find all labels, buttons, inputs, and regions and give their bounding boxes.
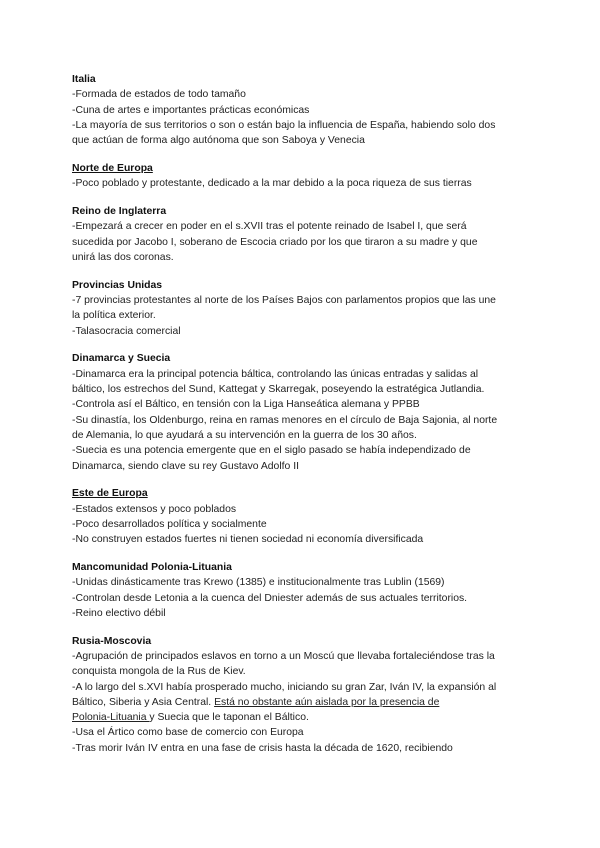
section-line: -Reino electivo débil: [72, 607, 166, 619]
section-heading: Rusia-Moscovia: [72, 635, 152, 647]
plain-text: Báltico, Siberia y Asia Central.: [72, 696, 215, 708]
section-line: -Controla así el Báltico, en tensión con la Liga Hanseática alemana y PPBB: [72, 399, 420, 411]
section: [72, 278, 532, 339]
section-line: que actúan de forma algo autónoma que son Saboya y Venecia: [72, 135, 365, 147]
section: [72, 351, 532, 473]
section-line: unirá las dos coronas.: [72, 251, 174, 263]
section-line: -Poco desarrollados política y socialmente: [72, 518, 267, 530]
section-line: -Dinamarca era la principal potencia báltica, controlando las únicas entradas y salidas al: [72, 368, 479, 380]
section-heading: Dinamarca y Suecia: [72, 353, 171, 365]
underlined-text: Está no obstante aún aislada por la presencia de: [214, 696, 440, 708]
section-line: -Unidas dinásticamente tras Krewo (1385) e institucionalmente tras Lublin (1569): [72, 577, 445, 589]
section-heading: Provincias Unidas: [72, 279, 163, 291]
section-heading: Reino de Inglaterra: [72, 206, 167, 218]
section-rusia-moscovia: [72, 634, 532, 756]
section-line: [72, 710, 532, 725]
section-line: conquista mongola de la Rus de Kiev.: [72, 666, 246, 678]
section-line: -Empezará a crecer en poder en el s.XVII tras el potente reinado de Isabel I, que será: [72, 221, 467, 233]
section-heading: Este de Europa: [72, 488, 148, 500]
section-line: báltico, los estrechos del Sund, Kattegat y Skarregak, poseyendo la estratégica Jutlandia.: [72, 384, 485, 396]
section-line: -7 provincias protestantes al norte de los Países Bajos con parlamentos propios que las une: [72, 295, 496, 307]
section-line: -Poco poblado y protestante, dedicado a la mar debido a la poca riqueza de sus tierras: [72, 178, 472, 190]
section-line: -Talasocracia comercial: [72, 325, 181, 337]
document-page: [72, 72, 532, 769]
plain-text: y Suecia que le taponan el Báltico.: [149, 712, 309, 724]
section-line: -Suecia es una potencia emergente que en el siglo pasado se había independizado de: [72, 445, 471, 457]
section-line: sucedida por Jacobo I, soberano de Escocia criado por los que tiraron a su madre y que: [72, 236, 478, 248]
section-line: la política exterior.: [72, 310, 156, 322]
section-heading: Norte de Europa: [72, 162, 153, 174]
section-line: -La mayoría de sus territorios o son o están bajo la influencia de España, habiendo solo dos: [72, 119, 496, 131]
section: [72, 560, 532, 621]
section-line: de Alemania, lo que ayudará a su intervención en la guerra de los 30 años.: [72, 429, 417, 441]
section-line: -No construyen estados fuertes ni tienen sociedad ni economía diversificada: [72, 534, 424, 546]
section-line: [72, 695, 532, 710]
underlined-text: Polonia-Lituania: [72, 712, 150, 724]
section: [72, 72, 532, 148]
section: [72, 204, 532, 265]
section-line: -Agrupación de principados eslavos en torno a un Moscú que llevaba fortaleciéndose tras la: [72, 651, 495, 662]
section-line: -Tras morir Iván IV entra en una fase de crisis hasta la década de 1620, recibiendo: [72, 742, 453, 754]
section-line: -Estados extensos y poco poblados: [72, 503, 237, 515]
section-heading: Mancomunidad Polonia-Lituania: [72, 562, 232, 574]
document-body: [72, 72, 532, 621]
section-line: -Cuna de artes e importantes prácticas económicas: [72, 104, 310, 116]
section-line: -Su dinastía, los Oldenburgo, reina en ramas menores en el círculo de Baja Sajonia, al norte: [72, 414, 498, 426]
section-line: -A lo largo del s.XVI había prosperado mucho, iniciando su gran Zar, Iván IV, la expansión al: [72, 681, 497, 693]
section-heading: Italia: [72, 74, 96, 85]
section-line: -Controlan desde Letonia a la cuenca del Dniester además de sus actuales territorios.: [72, 592, 468, 604]
section: [72, 161, 532, 192]
section-line: Dinamarca, siendo clave su rey Gustavo Adolfo II: [72, 460, 299, 472]
section-line: -Usa el Ártico como base de comercio con Europa: [72, 727, 304, 739]
section: [72, 486, 532, 547]
section-line: -Formada de estados de todo tamaño: [72, 89, 246, 101]
